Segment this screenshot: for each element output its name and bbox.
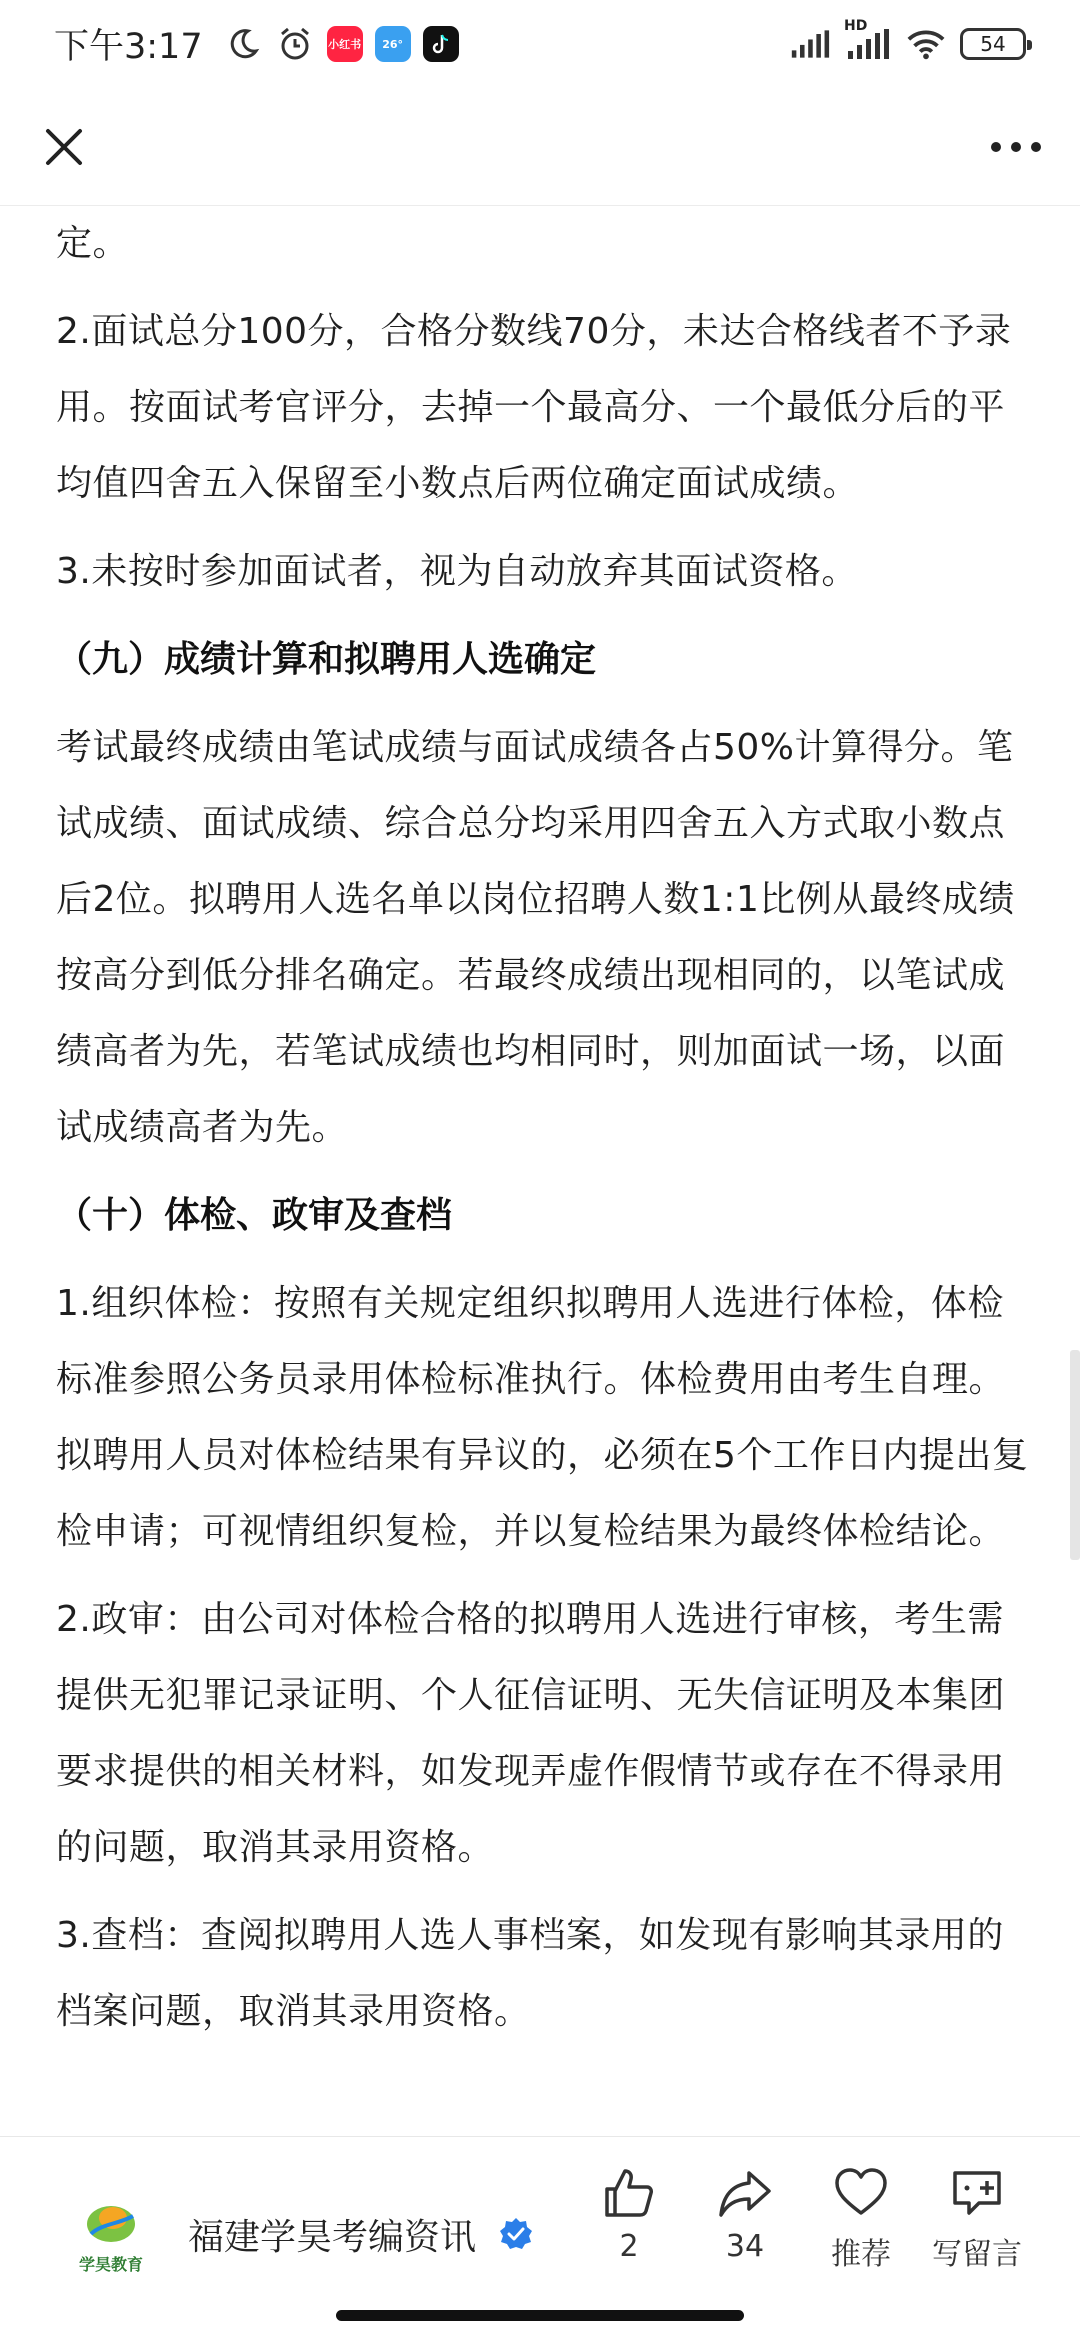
recommend-label: 推荐 [831, 2237, 891, 2272]
home-indicator[interactable] [336, 2310, 744, 2321]
share-count: 34 [725, 2229, 765, 2264]
like-count: 2 [619, 2229, 639, 2264]
share-button[interactable] [690, 2165, 800, 2264]
article-paragraph: 定。 [56, 223, 130, 264]
article-paragraph: 2.面试总分100分，合格分数线70分，未达合格线者不予录用。按面试考官评分，去掉一个最高分、一个最低分后的平均值四舍五入保留至小数点后两位确定面试成绩。 [56, 311, 1012, 504]
moon-icon [223, 24, 263, 64]
top-navbar [0, 88, 1080, 206]
signal-hd-icon [844, 18, 892, 64]
logo-text: 学昊教育 [78, 2254, 143, 2274]
section-heading: （十）体检、政审及查档 [56, 1195, 453, 1236]
tiktok-app-icon [423, 26, 459, 62]
account-name[interactable]: 福建学昊考编资讯 [188, 2216, 477, 2258]
battery-indicator [960, 28, 1026, 60]
heart-icon [833, 2165, 889, 2221]
status-time: 下午3:17 [54, 27, 203, 67]
article-paragraph: 3.查档：查阅拟聘用人选人事档案，如发现有影响其录用的档案问题，取消其录用资格。 [56, 1915, 1004, 2032]
verified-badge-icon [498, 2216, 534, 2252]
write-comment-button[interactable] [922, 2165, 1032, 2273]
close-icon [42, 125, 86, 169]
close-button[interactable] [34, 117, 94, 177]
alarm-icon [275, 24, 315, 64]
comment-label: 写留言 [932, 2237, 1022, 2272]
recommend-button[interactable] [806, 2165, 916, 2273]
article-paragraph: 2.政审：由公司对体检合格的拟聘用人选进行审核，考生需提供无犯罪记录证明、个人征信证明、无失信证明及本集团要求提供的相关材料，如发现弄虚作假情节或存在不得录用的问题，取消其录用资格。 [56, 1599, 1006, 1868]
xiaohongshu-app-icon: 小红书 [327, 26, 363, 62]
comment-icon [949, 2165, 1005, 2221]
signal-icon [790, 24, 830, 64]
article-paragraph: 3.未按时参加面试者，视为自动放弃其面试资格。 [56, 551, 858, 592]
account-logo[interactable] [56, 2179, 166, 2289]
section-heading: （九）成绩计算和拟聘用人选确定 [56, 639, 597, 680]
like-button[interactable] [574, 2165, 684, 2264]
article-paragraph: 考试最终成绩由笔试成绩与面试成绩各占50%计算得分。笔试成绩、面试成绩、综合总分均采用四舍五入方式取小数点后2位。拟聘用人选名单以岗位招聘人数1:1比例从最终成绩按高分到低分排名确定。若最终成绩出现相同的，以笔试成绩高者为先，若笔试成绩也均相同时，则加面试一场，以面试成绩高者为先。 [56, 727, 1015, 1148]
battery-level: 54 [980, 32, 1006, 56]
thumbs-up-icon [601, 2165, 657, 2221]
wifi-icon [906, 24, 946, 64]
weather-app-icon: 26° [375, 26, 411, 62]
logo-mark-icon [83, 2194, 139, 2250]
share-arrow-icon [717, 2165, 773, 2221]
more-options-button[interactable] [986, 117, 1046, 177]
status-bar [0, 0, 1080, 88]
article-paragraph: 1.组织体检：按照有关规定组织拟聘用人选进行体检，体检标准参照公务员录用体检标准执行。体检费用由考生自理。拟聘用人员对体检结果有异议的，必须在5个工作日内提出复检申请；可视情组织复检，并以复检结果为最终体检结论。 [56, 1283, 1029, 1552]
more-icon [989, 140, 1043, 154]
hd-label: HD [844, 18, 868, 34]
scrollbar-thumb[interactable] [1070, 1350, 1080, 1560]
article-content [56, 206, 1032, 2136]
account-info[interactable] [56, 2179, 534, 2289]
